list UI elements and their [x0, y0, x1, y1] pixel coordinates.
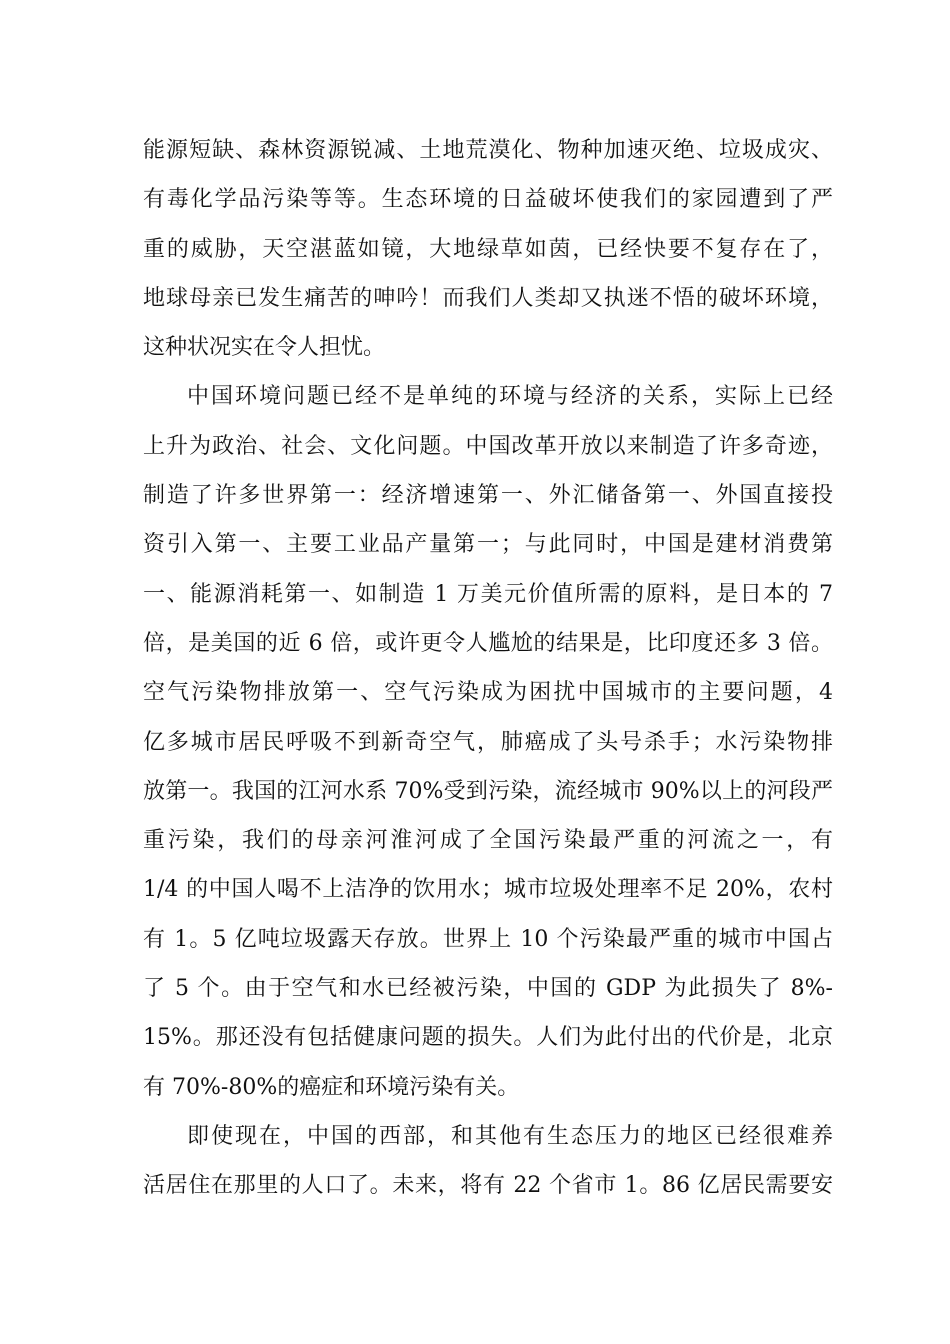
- text-line: 了 5 个。由于空气和水已经被污染，中国的 GDP 为此损失了 8%-: [143, 976, 833, 1002]
- text-line: 资引入第一、主要工业品产量第一；与此同时，中国是建材消费第: [143, 532, 833, 558]
- paragraph: [143, 372, 833, 1111]
- text-line: 有 70%-80%的癌症和环境污染有关。: [143, 1074, 520, 1100]
- text-line: 空气污染物排放第一、空气污染成为困扰中国城市的主要问题，4: [143, 680, 833, 706]
- text-line: 地球母亲已发生痛苦的呻吟！而我们人类却又执迷不悟的破坏环境，: [143, 285, 833, 311]
- text-line: 有 1。5 亿吨垃圾露天存放。世界上 10 个污染最严重的城市中国占: [143, 926, 833, 952]
- text-line: 重污染，我们的母亲河淮河成了全国污染最严重的河流之一，有: [143, 828, 833, 854]
- text-line: 重的威胁，天空湛蓝如镜，大地绿草如茵，已经快要不复存在了，: [143, 236, 833, 262]
- text-line: 制造了许多世界第一：经济增速第一、外汇储备第一、外国直接投: [143, 483, 833, 509]
- text-line: 倍，是美国的近 6 倍，或许更令人尴尬的结果是，比印度还多 3 倍。: [143, 630, 833, 656]
- text-line: 活居住在那里的人口了。未来，将有 22 个省市 1。86 亿居民需要安: [143, 1173, 833, 1199]
- text-line: 有毒化学品污染等等。生态环境的日益破坏使我们的家园遭到了严: [143, 187, 833, 213]
- text-line: 1/4 的中国人喝不上洁净的饮用水；城市垃圾处理率不足 20%，农村: [143, 877, 833, 903]
- text-line: 这种状况实在令人担忧。: [143, 335, 386, 361]
- body-text: [143, 126, 833, 1211]
- text-line: 中国环境问题已经不是单纯的环境与经济的关系，实际上已经: [187, 384, 833, 410]
- text-line: 15%。那还没有包括健康问题的损失。人们为此付出的代价是，北京: [143, 1025, 833, 1051]
- text-line: 能源短缺、森林资源锐减、土地荒漠化、物种加速灭绝、垃圾成灾、: [143, 138, 833, 163]
- text-line: 放第一。我国的江河水系 70%受到污染，流经城市 90%以上的河段严: [143, 778, 833, 804]
- text-line: 亿多城市居民呼吸不到新奇空气，肺癌成了头号杀手；水污染物排: [143, 729, 833, 755]
- text-line: 一、能源消耗第一、如制造 1 万美元价值所需的原料，是日本的 7: [143, 581, 833, 607]
- text-line: 上升为政治、社会、文化问题。中国改革开放以来制造了许多奇迹，: [143, 433, 833, 459]
- paragraph: [143, 1112, 833, 1211]
- paragraph: [143, 126, 833, 372]
- text-line: 即使现在，中国的西部，和其他有生态压力的地区已经很难养: [187, 1123, 833, 1149]
